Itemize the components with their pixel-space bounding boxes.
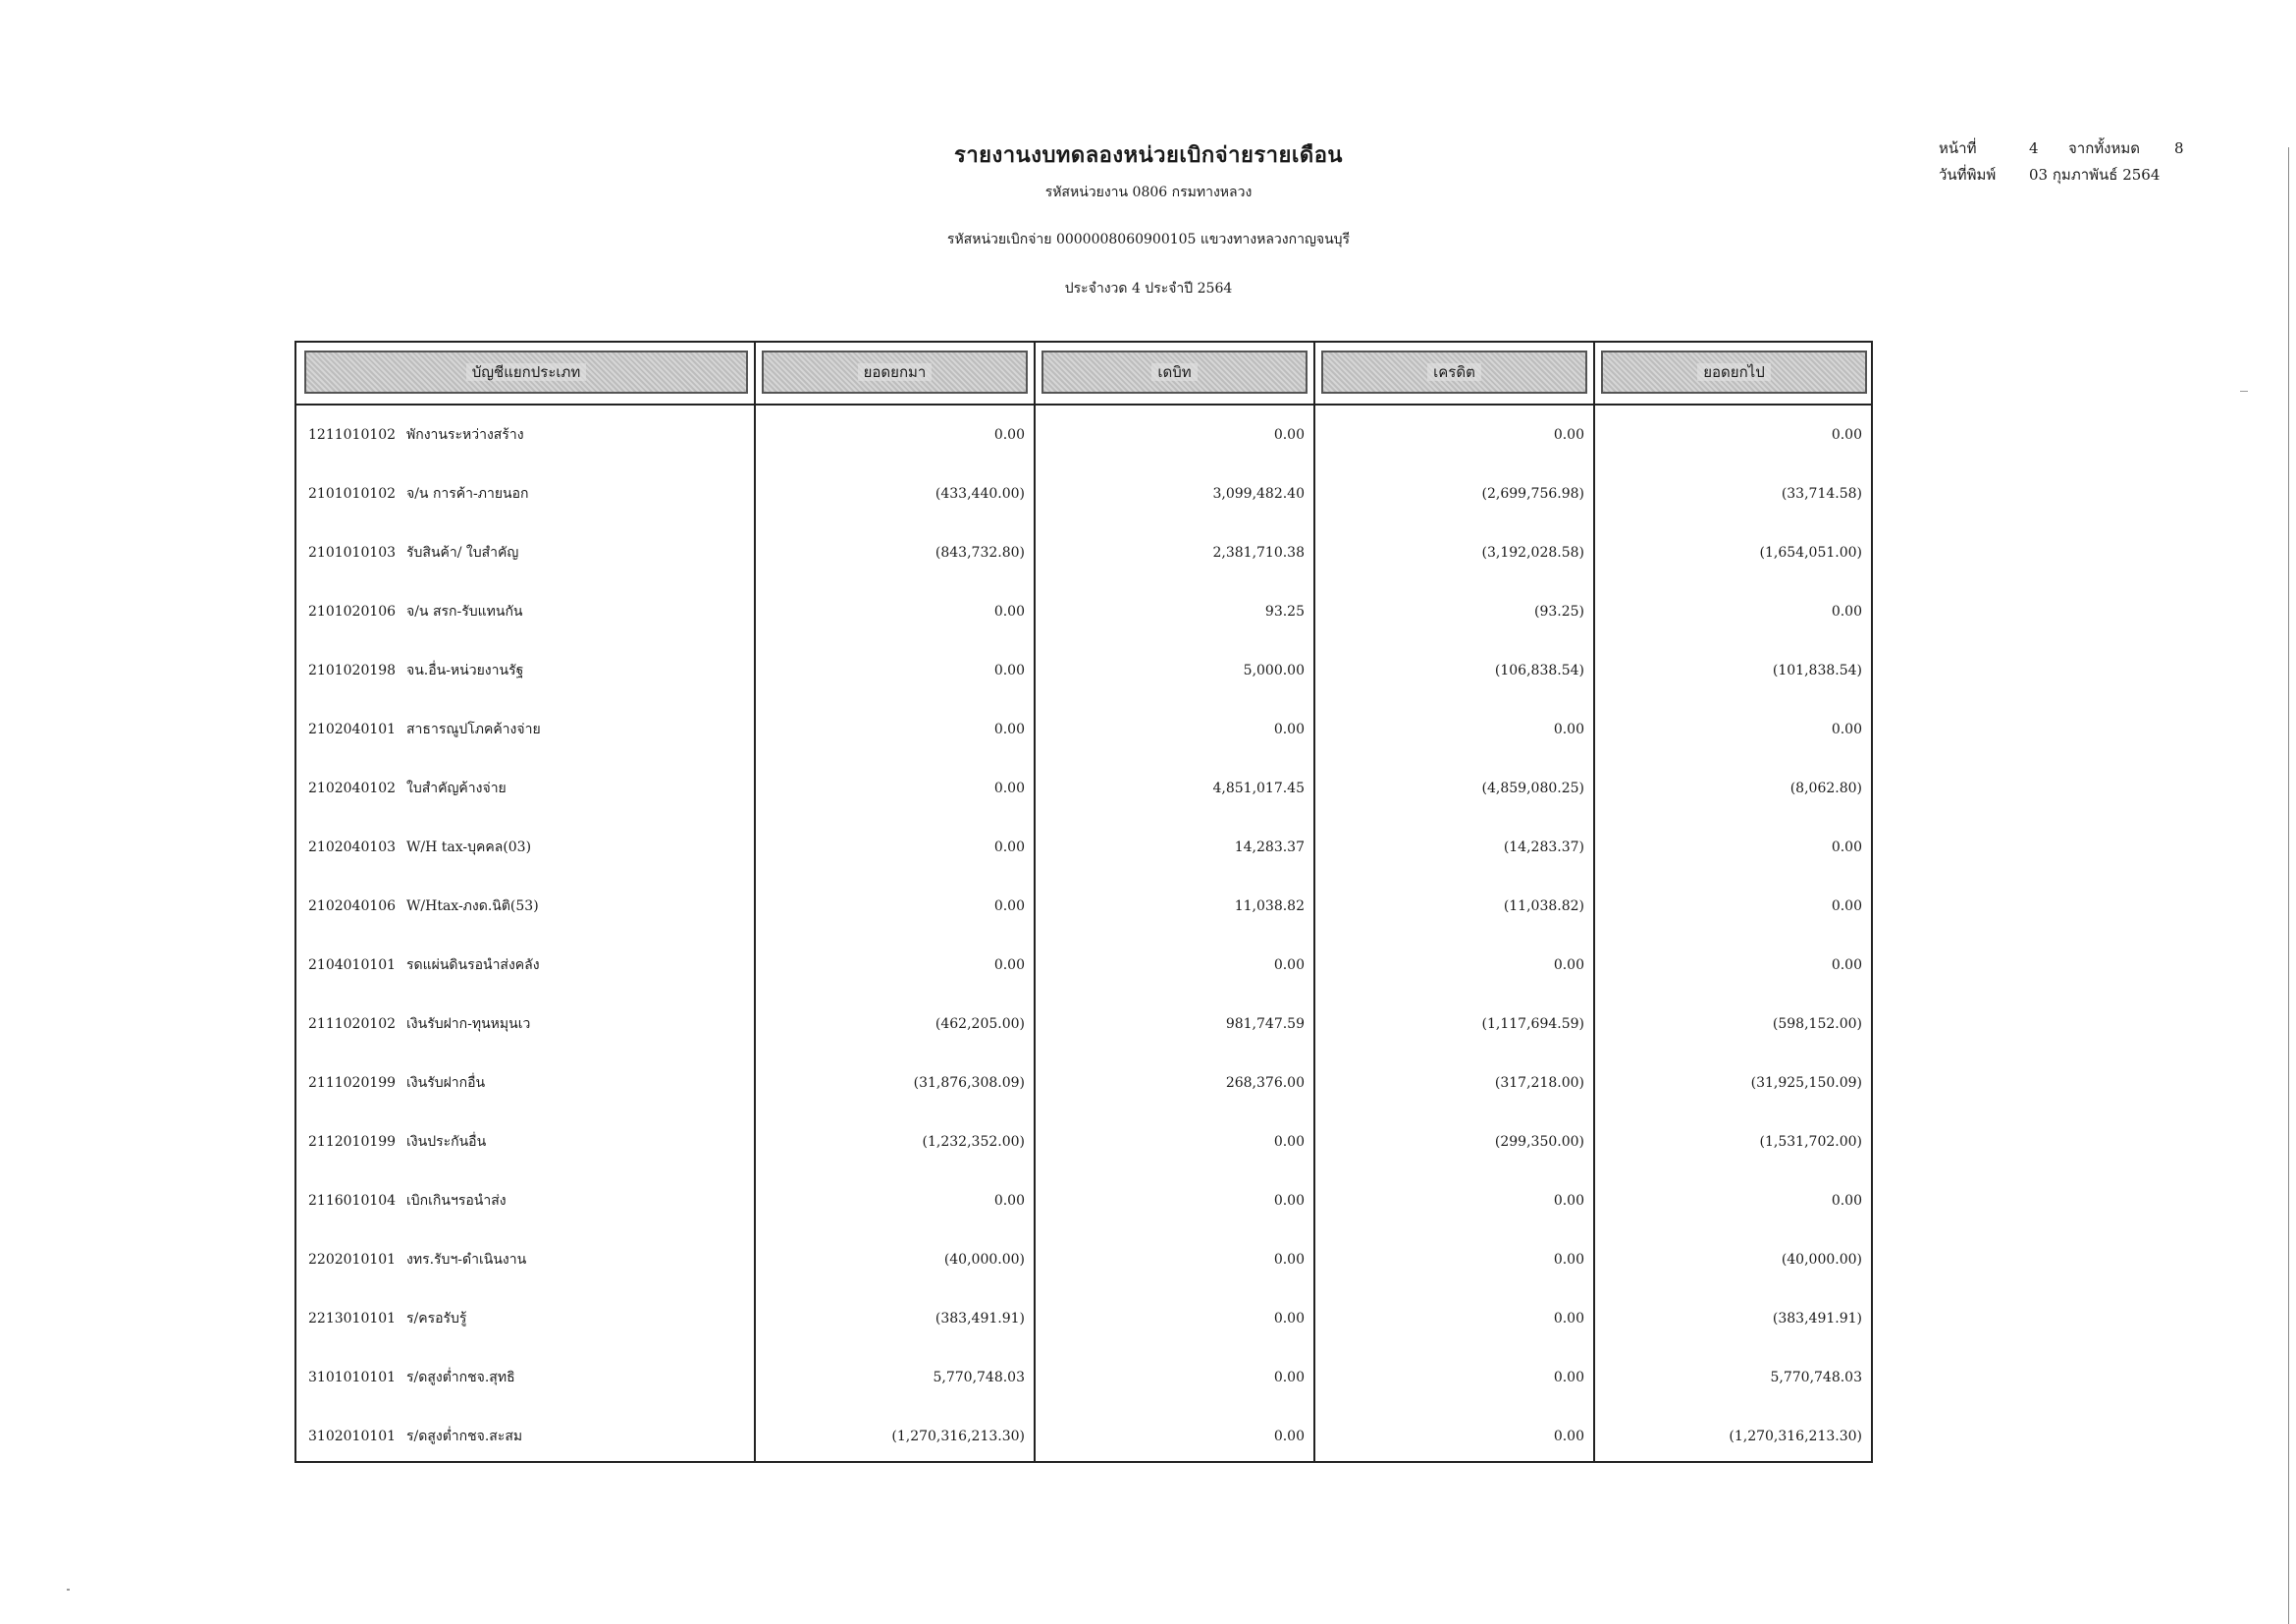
credit-value: 0.00: [1553, 1252, 1584, 1268]
account-code: 2102040102: [308, 781, 397, 796]
credit-value: 0.00: [1553, 427, 1584, 443]
credit-value: (106,838.54): [1494, 663, 1584, 678]
account-code: 2102040106: [308, 898, 397, 914]
account-name: จ/น สรก-รับแทนกัน: [406, 604, 523, 620]
carried-forward-value: (33,714.58): [1781, 486, 1862, 502]
report-period: ประจำงวด 4 ประจำปี 2564: [1064, 281, 1233, 297]
table-row: [296, 818, 1871, 877]
column-header: ยอดยกไป: [1601, 351, 1867, 394]
account-code: 2101010103: [308, 545, 397, 561]
table-body: [296, 406, 1871, 1466]
page-meta: [1939, 135, 2184, 189]
account-code: 2111020102: [308, 1016, 397, 1032]
account-name: พักงานระหว่างสร้าง: [406, 427, 524, 443]
table-row: [296, 1230, 1871, 1289]
credit-value: 0.00: [1553, 957, 1584, 973]
debit-value: 93.25: [1264, 604, 1305, 620]
account-name: W/Htax-ภงด.นิติ(53): [406, 898, 539, 914]
brought-forward-value: (31,876,308.09): [913, 1075, 1025, 1091]
account-code: 2213010101: [308, 1311, 397, 1326]
carried-forward-value: 5,770,748.03: [1770, 1370, 1862, 1385]
brought-forward-value: (1,232,352.00): [922, 1134, 1025, 1150]
credit-value: (4,859,080.25): [1481, 781, 1584, 796]
table-row: [296, 406, 1871, 464]
print-date: 03 กุมภาพันธ์ 2564: [2029, 166, 2161, 184]
margin-mark: [2240, 391, 2248, 392]
table-header: [296, 343, 1871, 406]
table-row: [296, 582, 1871, 641]
credit-value: (299,350.00): [1494, 1134, 1584, 1150]
credit-value: (1,117,694.59): [1481, 1016, 1584, 1032]
brought-forward-value: 0.00: [993, 663, 1025, 678]
column-header: เดบิท: [1041, 351, 1308, 394]
credit-value: 0.00: [1553, 1429, 1584, 1444]
account-code: 2111020199: [308, 1075, 397, 1091]
debit-value: 0.00: [1273, 1134, 1305, 1150]
account-code: 2101020198: [308, 663, 397, 678]
carried-forward-value: 0.00: [1831, 839, 1862, 855]
account-code: 2101010102: [308, 486, 397, 502]
table-row: [296, 1171, 1871, 1230]
brought-forward-value: 0.00: [993, 898, 1025, 914]
page-total-label: จากทั้งหมด: [2068, 139, 2141, 157]
credit-value: (93.25): [1533, 604, 1584, 620]
agency-code: รหัสหน่วยงาน 0806 กรมทางหลวง: [1044, 185, 1253, 200]
trial-balance-table: [294, 341, 1873, 1463]
credit-value: (317,218.00): [1494, 1075, 1584, 1091]
brought-forward-value: (383,491.91): [934, 1311, 1025, 1326]
account-code: 3101010101: [308, 1370, 397, 1385]
table-row: [296, 1407, 1871, 1466]
carried-forward-value: (8,062.80): [1789, 781, 1862, 796]
credit-value: (2,699,756.98): [1481, 486, 1584, 502]
brought-forward-value: (40,000.00): [943, 1252, 1025, 1268]
account-code: 3102010101: [308, 1429, 397, 1444]
brought-forward-value: 0.00: [993, 839, 1025, 855]
disbursing-unit: รหัสหน่วยเบิกจ่าย 0000008060900105 แขวงทางหลวงกาญจนบุรี: [946, 232, 1351, 247]
account-code: 2116010104: [308, 1193, 397, 1209]
credit-value: (11,038.82): [1503, 898, 1584, 914]
table-row: [296, 523, 1871, 582]
account-name: ร/ครอรับรู้: [406, 1311, 467, 1326]
account-code: 2104010101: [308, 957, 397, 973]
carried-forward-value: 0.00: [1831, 604, 1862, 620]
table-row: [296, 641, 1871, 700]
carried-forward-value: (101,838.54): [1772, 663, 1862, 678]
brought-forward-value: (433,440.00): [934, 486, 1025, 502]
carried-forward-value: (598,152.00): [1772, 1016, 1862, 1032]
account-name: เบิกเกินฯรอนำส่ง: [406, 1193, 507, 1209]
brought-forward-value: (843,732.80): [934, 545, 1025, 561]
table-row: [296, 700, 1871, 759]
credit-value: 0.00: [1553, 1311, 1584, 1326]
account-name: W/H tax-บุคคล(03): [406, 839, 532, 855]
debit-value: 0.00: [1273, 1252, 1305, 1268]
brought-forward-value: (1,270,316,213.30): [891, 1429, 1025, 1444]
account-name: รับสินค้า/ ใบสำคัญ: [406, 545, 519, 561]
brought-forward-value: 0.00: [993, 427, 1025, 443]
table-row: [296, 877, 1871, 936]
debit-value: 3,099,482.40: [1212, 486, 1305, 502]
debit-value: 0.00: [1273, 1429, 1305, 1444]
carried-forward-value: (40,000.00): [1781, 1252, 1862, 1268]
debit-value: 2,381,710.38: [1212, 545, 1305, 561]
table-row: [296, 759, 1871, 818]
debit-value: 11,038.82: [1234, 898, 1305, 914]
debit-value: 14,283.37: [1234, 839, 1305, 855]
account-name: รดแผ่นดินรอนำส่งคลัง: [406, 957, 540, 973]
credit-value: (14,283.37): [1503, 839, 1584, 855]
account-name: ใบสำคัญค้างจ่าย: [406, 781, 507, 796]
debit-value: 0.00: [1273, 957, 1305, 973]
page-total: 8: [2174, 139, 2184, 157]
account-name: เงินรับฝาก-ทุนหมุนเว: [406, 1016, 531, 1032]
table-row: [296, 936, 1871, 995]
carried-forward-value: 0.00: [1831, 1193, 1862, 1209]
carried-forward-value: 0.00: [1831, 427, 1862, 443]
debit-value: 981,747.59: [1225, 1016, 1305, 1032]
brought-forward-value: 0.00: [993, 1193, 1025, 1209]
credit-value: 0.00: [1553, 1193, 1584, 1209]
account-name: ร/ดสูงต่ำกชจ.สุทธิ: [406, 1370, 515, 1385]
print-date-label: วันที่พิมพ์: [1939, 166, 1997, 184]
carried-forward-value: 0.00: [1831, 722, 1862, 737]
brought-forward-value: 0.00: [993, 957, 1025, 973]
credit-value: 0.00: [1553, 722, 1584, 737]
debit-value: 0.00: [1273, 427, 1305, 443]
margin-mark: [67, 1589, 70, 1591]
carried-forward-value: 0.00: [1831, 957, 1862, 973]
carried-forward-value: (1,654,051.00): [1759, 545, 1862, 561]
account-code: 1211010102: [308, 427, 397, 443]
debit-value: 0.00: [1273, 1193, 1305, 1209]
brought-forward-value: 0.00: [993, 722, 1025, 737]
page-number: 4: [2029, 139, 2039, 157]
account-name: จน.อื่น-หน่วยงานรัฐ: [406, 663, 524, 678]
account-name: สาธารณูปโภคค้างจ่าย: [406, 722, 541, 737]
carried-forward-value: (31,925,150.09): [1750, 1075, 1862, 1091]
column-header: ยอดยกมา: [762, 351, 1028, 394]
debit-value: 0.00: [1273, 1370, 1305, 1385]
account-code: 2112010199: [308, 1134, 397, 1150]
carried-forward-value: 0.00: [1831, 898, 1862, 914]
account-name: จ/น การค้า-ภายนอก: [406, 486, 529, 502]
account-code: 2202010101: [308, 1252, 397, 1268]
brought-forward-value: 0.00: [993, 781, 1025, 796]
debit-value: 0.00: [1273, 722, 1305, 737]
table-row: [296, 995, 1871, 1054]
account-code: 2102040103: [308, 839, 397, 855]
page-label: หน้าที่: [1939, 139, 1977, 157]
credit-value: (3,192,028.58): [1481, 545, 1584, 561]
credit-value: 0.00: [1553, 1370, 1584, 1385]
brought-forward-value: 0.00: [993, 604, 1025, 620]
table-row: [296, 1348, 1871, 1407]
carried-forward-value: (1,270,316,213.30): [1729, 1429, 1862, 1444]
account-code: 2101020106: [308, 604, 397, 620]
debit-value: 268,376.00: [1225, 1075, 1305, 1091]
table-row: [296, 464, 1871, 523]
page-edge-line: [2288, 147, 2289, 1624]
column-header: บัญชีแยกประเภท: [304, 351, 748, 394]
carried-forward-value: (383,491.91): [1772, 1311, 1862, 1326]
brought-forward-value: (462,205.00): [934, 1016, 1025, 1032]
column-header: เครดิต: [1321, 351, 1587, 394]
brought-forward-value: 5,770,748.03: [933, 1370, 1025, 1385]
account-name: เงินรับฝากอื่น: [406, 1075, 486, 1091]
debit-value: 4,851,017.45: [1212, 781, 1305, 796]
report-title: รายงานงบทดลองหน่วยเบิกจ่ายรายเดือน: [954, 142, 1343, 168]
account-name: ร/ดสูงต่ำกชจ.สะสม: [406, 1429, 523, 1444]
debit-value: 0.00: [1273, 1311, 1305, 1326]
account-code: 2102040101: [308, 722, 397, 737]
account-name: เงินประกันอื่น: [406, 1134, 487, 1150]
carried-forward-value: (1,531,702.00): [1759, 1134, 1862, 1150]
report-header: [883, 137, 1414, 299]
table-row: [296, 1054, 1871, 1112]
debit-value: 5,000.00: [1243, 663, 1305, 678]
table-row: [296, 1289, 1871, 1348]
account-name: งทร.รับฯ-ดำเนินงาน: [406, 1252, 527, 1268]
table-row: [296, 1112, 1871, 1171]
